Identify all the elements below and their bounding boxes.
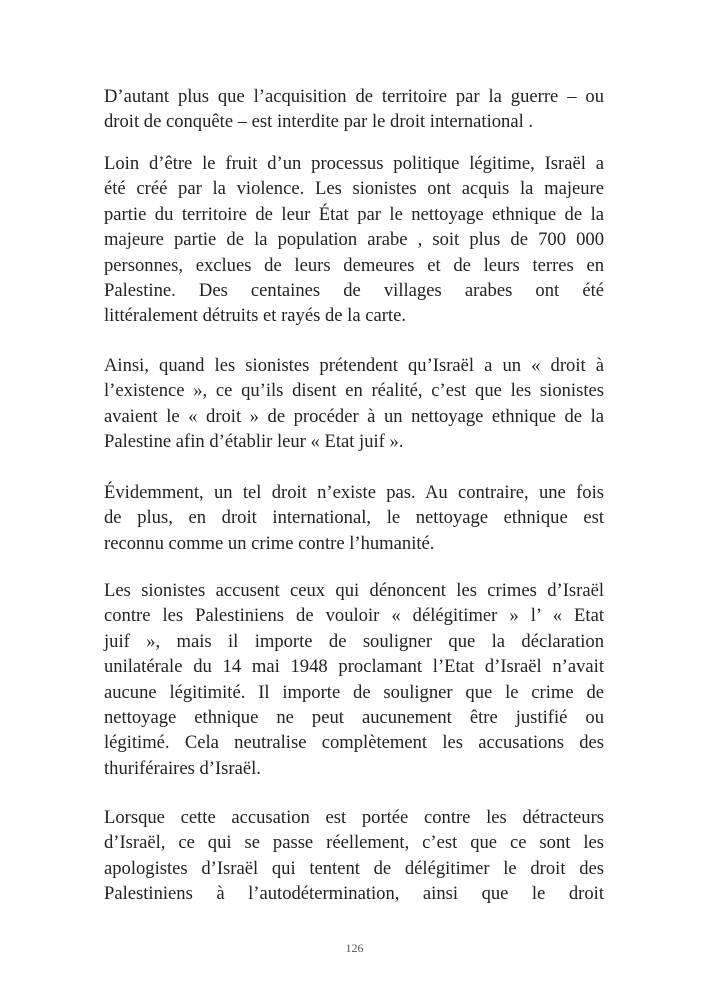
paragraph-line: Les sionistes accusent ceux qui dénoncent les crimes d’Israël — [104, 580, 604, 601]
paragraph-line: Palestiniens à l’autodétermination, ainsi que le droit — [104, 883, 604, 905]
paragraph-line: été créé par la violence. Les sionistes ont acquis la majeure — [104, 178, 604, 200]
paragraph-1 — [104, 84, 604, 135]
paragraph-line: partie du territoire de leur État par le nettoyage ethnique de la — [104, 203, 604, 225]
paragraph-4 — [104, 480, 604, 556]
paragraph-line: avaient le « droit » de procéder à un nettoyage ethnique de la — [104, 405, 604, 427]
paragraph-line: majeure partie de la population arabe , soit plus de 700 000 — [104, 229, 604, 251]
paragraph-line: nettoyage ethnique ne peut aucunement être justifié ou — [104, 706, 604, 728]
paragraph-2 — [104, 151, 604, 329]
paragraph-line: thuriféraires d’Israël. — [104, 757, 261, 779]
paragraph-line: Loin d’être le fruit d’un processus politique légitime, Israël a — [104, 153, 604, 174]
paragraph-line: unilatérale du 14 mai 1948 proclamant l’Etat d’Israël n’avait — [104, 656, 604, 678]
paragraph-line: contre les Palestiniens de vouloir « délégitimer » l’ « Etat — [104, 605, 604, 627]
paragraph-line: légitimé. Cela neutralise complètement les accusations des — [104, 732, 604, 754]
paragraph-line: apologistes d’Israël qui tentent de délégitimer le droit des — [104, 857, 604, 879]
paragraph-5 — [104, 578, 604, 781]
paragraph-line: Lorsque cette accusation est portée contre les détracteurs — [104, 807, 604, 828]
paragraph-3 — [104, 353, 604, 455]
paragraph-line: juif », mais il importe de souligner que la déclaration — [104, 630, 604, 652]
paragraph-line: d’Israël, ce qui se passe réellement, c’est que ce sont les — [104, 832, 604, 854]
paragraph-line: Palestine. Des centaines de villages arabes ont été — [104, 279, 604, 301]
paragraph-line: droit de conquête – est interdite par le droit international . — [104, 111, 534, 133]
paragraph-line: Palestine afin d’établir leur « Etat juif ». — [104, 431, 404, 453]
paragraph-line: de plus, en droit international, le nettoyage ethnique est — [104, 507, 604, 529]
paragraph-line: reconnu comme un crime contre l’humanité. — [104, 532, 435, 554]
paragraph-line: aucune légitimité. Il importe de souligner que le crime de — [104, 681, 604, 703]
page-number: 126 — [345, 941, 364, 955]
paragraph-line: l’existence », ce qu’ils disent en réalité, c’est que les sionistes — [104, 380, 604, 402]
paragraph-line: Ainsi, quand les sionistes prétendent qu’Israël a un « droit à — [104, 355, 604, 376]
paragraph-6 — [104, 805, 604, 907]
paragraph-line: D’autant plus que l’acquisition de territoire par la guerre – ou — [104, 86, 604, 107]
paragraph-line: littéralement détruits et rayés de la carte. — [104, 305, 407, 327]
paragraph-line: Évidemment, un tel droit n’existe pas. Au contraire, une fois — [104, 482, 604, 503]
paragraph-line: personnes, exclues de leurs demeures et de leurs terres en — [104, 254, 604, 276]
